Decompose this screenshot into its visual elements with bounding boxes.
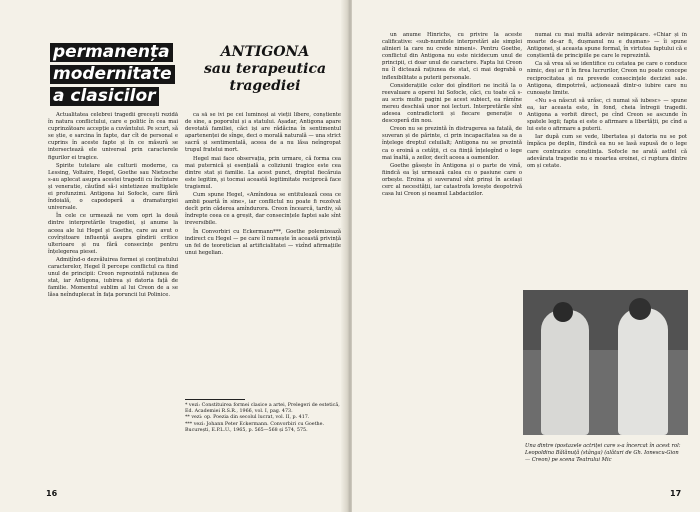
section-title bbox=[50, 42, 180, 108]
paragraph: Actualitatea celebrei tragedii grecești rezidă în natura conflictului, care e politic în cea mai cuprinzătoare accepție a cuvântului. Pe scurt, să se știe, e sarcina în fapte, dar cît de personal e cuprins în aceste fapte și în ce măsură se intersectează ele universal prin caracterele figurilor ei tragice. bbox=[48, 112, 178, 161]
paragraph: Goethe găsește în Antigona și o parte de vină, fiindcă ea își urmează calea cu o pasiune care o orbește. Eroina și suveranul sînt prinși în același cerc al necesității, iar catastrofa lovește deopotrivă casa lui Creon și neamul Labdacizilor. bbox=[382, 162, 522, 198]
section-title-line: a clasicilor bbox=[50, 87, 159, 106]
text-column-right-2 bbox=[527, 32, 687, 280]
actor-figure bbox=[618, 308, 668, 435]
text-column-right-1 bbox=[382, 32, 522, 477]
page-number: 16 bbox=[46, 489, 58, 498]
section-title-line: permanența bbox=[50, 43, 173, 62]
article-title bbox=[200, 44, 330, 95]
article-title-line: sau terapeutica bbox=[203, 61, 327, 77]
paragraph: un anume Hinrichs, cu privire la aceste calificative: «sub-numitele interpretări ale simplei alinieri la care nu crede nimeni». Pentru Goethe, conflictul din Antigona nu este nicidecum unul de principii, ci doar unul de caractere. Fapta lui Creon nu îl dictează rațiunea de stat, ci mai degrabă o inflexibilitate a puterii personale. bbox=[382, 32, 522, 81]
paragraph: Hegel mai face observația, prin urmare, că forma cea mai puternică și esențială a coliziunii tragice este cea dintre stat și familie. La acest punct, dreptul fiecăruia este legitim, și tocmai această legitimitate reciprocă face tragismul. bbox=[185, 155, 341, 190]
section-title-line: modernitate bbox=[50, 65, 175, 84]
article-title-line: ANTIGONA bbox=[220, 44, 310, 60]
footnote-divider bbox=[185, 399, 245, 400]
photo-caption: Una dintre ipostazele actriței care s-a încercat în acest rol: Leopoldina Bălănuță (stânga) (alături de Gh. Ionescu-Gion — Creon) pe scena Teatrului Mic bbox=[525, 443, 681, 463]
stage-photo bbox=[523, 290, 688, 435]
paragraph: Iar după cum se vede, libertatea și datoria nu se pot împăca pe deplin, fiindcă ea nu se lasă supusă de o lege care contrazice conștiința. Sofocle ne arată astfel că adevărata tragedie nu e moartea eroinei, ci ruptura dintre om și cetate. bbox=[527, 134, 687, 169]
paragraph: Considerațiile celor doi gînditori ne incită la o reevaluare a operei lui Sofocle, căci, cu toate că s-au scris multe pagini pe acest subiect, ea rămîne mereu deschisă unor noi lecturi. Interpretările sînt adesea contradictorii și fiecare generație o descoperă din nou. bbox=[382, 82, 522, 125]
paragraph: ca să se ivi pe cei luminoși ai vieții libere, conștiente de sine, a poporului și a statului. Așadar, Antigona apare devotată familiei, căci iși are rădăcina în sentimentul apartenenței de sînge, deci o morală naturală — una strict sacră și sentimentală, aceea de a nu lăsa neîngropat trupul fratelui mort. bbox=[185, 112, 341, 154]
paragraph: Ca să vrea să se identifice cu cetatea pe care o conduce nimic, deși ar fi în firea lucrurilor, Creon nu poate concepe reciprocitatea și nu prevede consecințele deciziei sale. Antigona, dimpotrivă, acționează dintr-o iubire care nu cunoaște limite. bbox=[527, 61, 687, 96]
paragraph: «Nu s-a născut să urăsc, ci numai să iubesc» — spune ea, iar aceasta este, în fond, cheia întregii tragedii. Antigona a vorbit direct, pe cînd Creon se ascunde în spatele legii; fapta ei este o afirmare a libertății, pe cînd a lui este o afirmare a puterii. bbox=[527, 97, 687, 133]
footnote: ** vezi: op. Poezia din secolul lucrat, vol. II, p. 417. bbox=[185, 415, 310, 421]
left-page bbox=[0, 0, 348, 512]
text-column-left-1 bbox=[48, 112, 178, 477]
paragraph: În cele ce urmează ne vom opri la două dintre interpretările tragediei, și anume la aceea ale lui Hegel și Goethe, care au avut o covîrșitoare influență asupra gîndirii critice ulterioare și nu fără consecințe pentru înțelegerea piesei. bbox=[48, 213, 178, 255]
footnotes bbox=[185, 403, 343, 434]
footnote: * vezi: Constituirea formei clasice a artei, Prelegeri de estetică, Ed. Academiei R.S.R., 1966, vol. I, pag. 473. bbox=[185, 403, 340, 415]
paragraph: numai cu mai multă adevăr neîmpăcare. «Chiar și în moarte de-ar fi, dușmanul nu e dușman» — îi spune Antigonei, și aceasta spune formal, în virtutea faptului că e conștientă de principiile pe care le reprezintă. bbox=[527, 32, 687, 60]
paragraph: Creon nu se prezintă în distrugerea sa fatală, de suveran și de părinte, ci prin incapacitatea sa de a înțelege dreptul celuilalt; Antigona nu se prezintă ca o eroină a cetății, ci ca ființă înțelegînd o lege mai înaltă, a zeilor, decît aceea a oamenilor. bbox=[382, 126, 522, 161]
paragraph: Admițînd-o dezvăluirea formei și conținutului caracterelor, Hegel îl percepe conflictul ca fiind unul de principii: Creon reprezintă rațiunea de stat, iar Antigona, iubirea și datoria față de familie. Momentul sublim al lui Creon de a se lăsa neînduplecat în fața poruncii lui Polinice. bbox=[48, 256, 178, 299]
page-number: 17 bbox=[670, 489, 682, 498]
text-column-left-2 bbox=[185, 112, 341, 374]
paragraph: În Convorbiri cu Eckermann***, Goethe polemizează indirect cu Hegel — pe care îl numește în această privință un fel de teoretician al artificialitatei — vizînd afirmațiile unui hegelian. bbox=[185, 228, 341, 256]
right-page bbox=[352, 0, 700, 512]
footnote: *** vezi: Johann Peter Eckermann. Convorbiri cu Goethe. București, E.P.L.U., 1965, p. 565—568 și 574, 575. bbox=[185, 421, 324, 433]
paragraph: Cum spune Hegel, «Amîndoua se entitulează ceea ce ambii poartă în sine», iar conflictul nu poate fi rezolvat decît prin căderea amîndurora. Creon încearcă, tardiv, să îndrepte ceea ce a greșit, dar consecințele faptei sale sînt ireversibile. bbox=[185, 192, 341, 227]
actress-figure bbox=[541, 310, 589, 435]
paragraph: Spirite tutelare ale culturii moderne, ca Lessing, Voltaire, Hegel, Goethe sau Nietzsche s-au aplecat asupra acestei tragedii cu încîntare și veneratie, căutînd să-i sintetizeze multiplele ei profunzimi. Antigona lui Sofocle, care fără îndoială, o capodoperă a dramaturgiei universale. bbox=[48, 162, 178, 212]
article-title-line: tragediei bbox=[229, 78, 301, 94]
